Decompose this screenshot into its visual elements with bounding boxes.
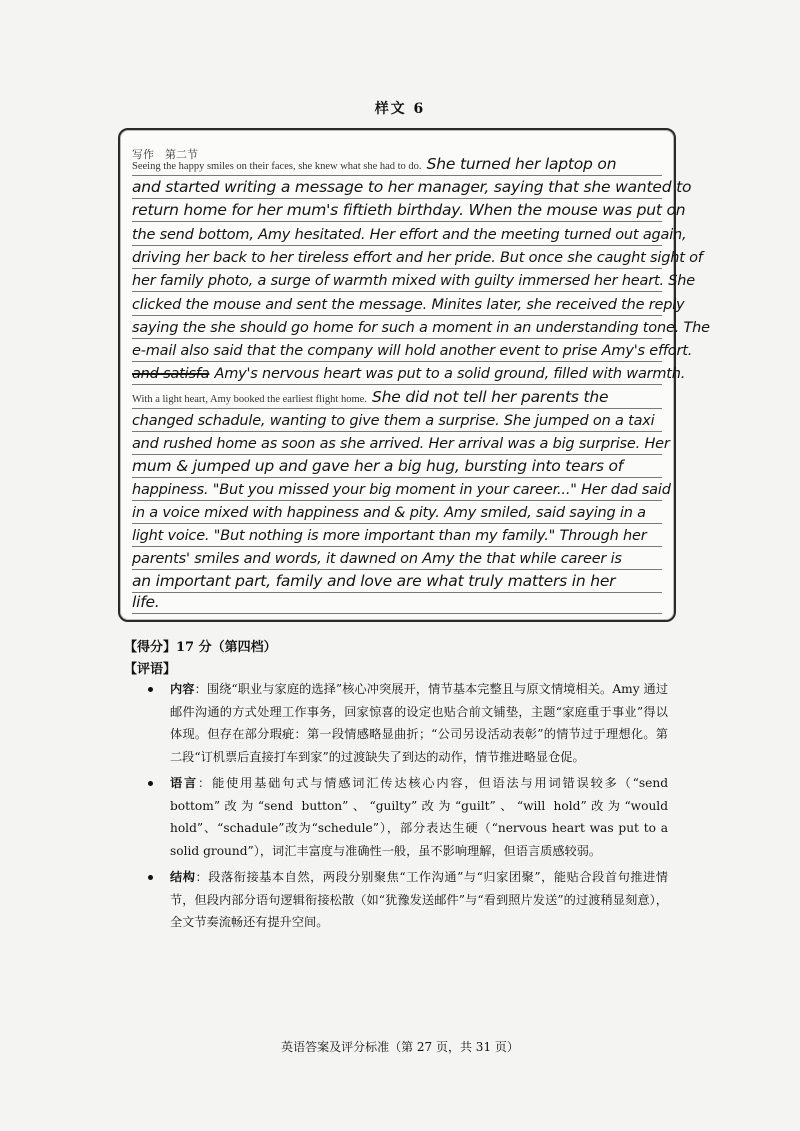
writing-line-10 xyxy=(132,363,686,385)
handwritten-text: and rushed home as soon as she arrived. Her arrival was a big surprise. Her xyxy=(132,436,670,452)
writing-line-15 xyxy=(132,479,671,501)
handwritten-text: saying the she should go home for such a moment in an understanding tone. The xyxy=(132,320,710,336)
handwritten-text: life. xyxy=(132,593,160,611)
writing-line-1 xyxy=(132,154,662,176)
page-footer: 英语答案及评分标准（第 27 页，共 31 页） xyxy=(281,1040,519,1054)
writing-line-2 xyxy=(132,177,692,199)
prompt-sentence-1: Seeing the happy smiles on their faces, she knew what she had to do. xyxy=(132,161,422,172)
score-line: 【得分】17 分（第四档） xyxy=(124,640,277,655)
comment-item-text: ：围绕“职业与家庭的选择”核心冲突展开，情节基本完整且与原文情境相关。Amy 通过邮件沟通的方式处理工作事务，回家惊喜的设定也贴合前文铺垫，主题“家庭重于事业”得以体现。但存在部分瑕疵：第一段情感略显曲折；“公司另设活动表彰”的情节过于理想化。第二段“订机票后直接打车到家”的过渡缺失了到达的动作，情节推进略显仓促。 xyxy=(170,682,669,764)
handwritten-text: return home for her mum's fiftieth birthday. When the mouse was put on xyxy=(132,201,686,219)
handwritten-text: mum & jumped up and gave her a big hug, bursting into tears of xyxy=(132,457,624,475)
writing-line-6 xyxy=(132,270,695,292)
writing-line-13 xyxy=(132,433,670,455)
handwritten-text: light voice. "But nothing is more important than my family." Through her xyxy=(132,528,647,544)
comment-list xyxy=(148,678,668,938)
writing-line-3 xyxy=(132,200,686,222)
writing-line-4 xyxy=(132,224,687,246)
handwritten-text: changed schadule, wanting to give them a surprise. She jumped on a taxi xyxy=(132,413,655,429)
crossed-out-text: and satisfa xyxy=(132,366,210,382)
handwritten-text: her family photo, a surge of warmth mixed with guilty immersed her heart. She xyxy=(132,273,695,289)
handwritten-text: the send bottom, Amy hesitated. Her effort and the meeting turned out again, xyxy=(132,227,687,243)
comment-item-language xyxy=(148,772,668,862)
writing-line-19 xyxy=(132,571,662,593)
writing-line-18 xyxy=(132,548,662,570)
handwritten-text: in a voice mixed with happiness and & pity. Amy smiled, said saying in a xyxy=(132,505,646,521)
handwritten-text: clicked the mouse and sent the message. Minites later, she received the reply xyxy=(132,297,685,313)
comment-item-content xyxy=(148,678,668,768)
handwritten-text: She did not tell her parents the xyxy=(372,388,609,406)
bullet-icon xyxy=(148,875,153,880)
writing-line-16 xyxy=(132,502,662,524)
writing-line-7 xyxy=(132,294,685,316)
comment-item-title: 内容 xyxy=(170,682,195,696)
comment-item-title: 语言 xyxy=(170,776,199,790)
handwritten-text: driving her back to her tireless effort and her pride. But once she caught sight of xyxy=(132,250,703,266)
handwritten-text: and started writing a message to her manager, saying that she wanted to xyxy=(132,178,692,196)
bullet-icon xyxy=(148,687,153,692)
writing-line-14 xyxy=(132,456,662,478)
prompt-sentence-2: With a light heart, Amy booked the earliest flight home. xyxy=(132,394,367,405)
writing-line-12 xyxy=(132,410,662,432)
comment-item-title: 结构 xyxy=(170,870,196,884)
writing-line-11 xyxy=(132,387,662,409)
comment-item-text: ：段落衔接基本自然，两段分别聚焦“工作沟通”与“归家团聚”，能贴合段首句推进情节，但段内部分语句逻辑衔接松散（如“犹豫发送邮件”与“看到照片发送”的过渡稍显刻意），全文节奏流畅还有提升空间。 xyxy=(170,870,668,929)
handwritten-text: She turned her laptop on xyxy=(426,155,617,173)
sample-title: 样文 6 xyxy=(374,101,426,117)
handwritten-text: parents' smiles and words, it dawned on Amy the that while career is xyxy=(132,551,622,567)
writing-line-5 xyxy=(132,247,703,269)
handwritten-text: Amy's nervous heart was put to a solid ground, filled with warmth. xyxy=(214,366,686,382)
handwritten-text: happiness. "But you missed your big moment in your career..." Her dad said xyxy=(132,482,671,498)
writing-line-9 xyxy=(132,340,693,362)
handwritten-text: e-mail also said that the company will hold another event to prise Amy's effort. xyxy=(132,343,693,359)
writing-line-17 xyxy=(132,525,662,547)
comment-heading: 【评语】 xyxy=(124,662,177,677)
handwritten-text: an important part, family and love are what truly matters in her xyxy=(132,572,616,590)
comment-item-text: ：能使用基础句式与情感词汇传达核心内容，但语法与用词错误较多（“send bottom”改为“send button”、“guilty”改为“guilt”、“will hold”改为“would hold”、“schadule”改为“schedule”），部分表达生硬（“nervous heart was put to a solid ground”），词汇丰富度与准确性一般，虽不影响理解，但语言质感较弱。 xyxy=(170,776,668,858)
writing-line-8 xyxy=(132,317,710,339)
writing-line-20 xyxy=(132,592,662,614)
section-label: 写作 第二节 xyxy=(132,148,198,161)
bullet-icon xyxy=(148,781,153,786)
comment-item-structure xyxy=(148,866,668,934)
